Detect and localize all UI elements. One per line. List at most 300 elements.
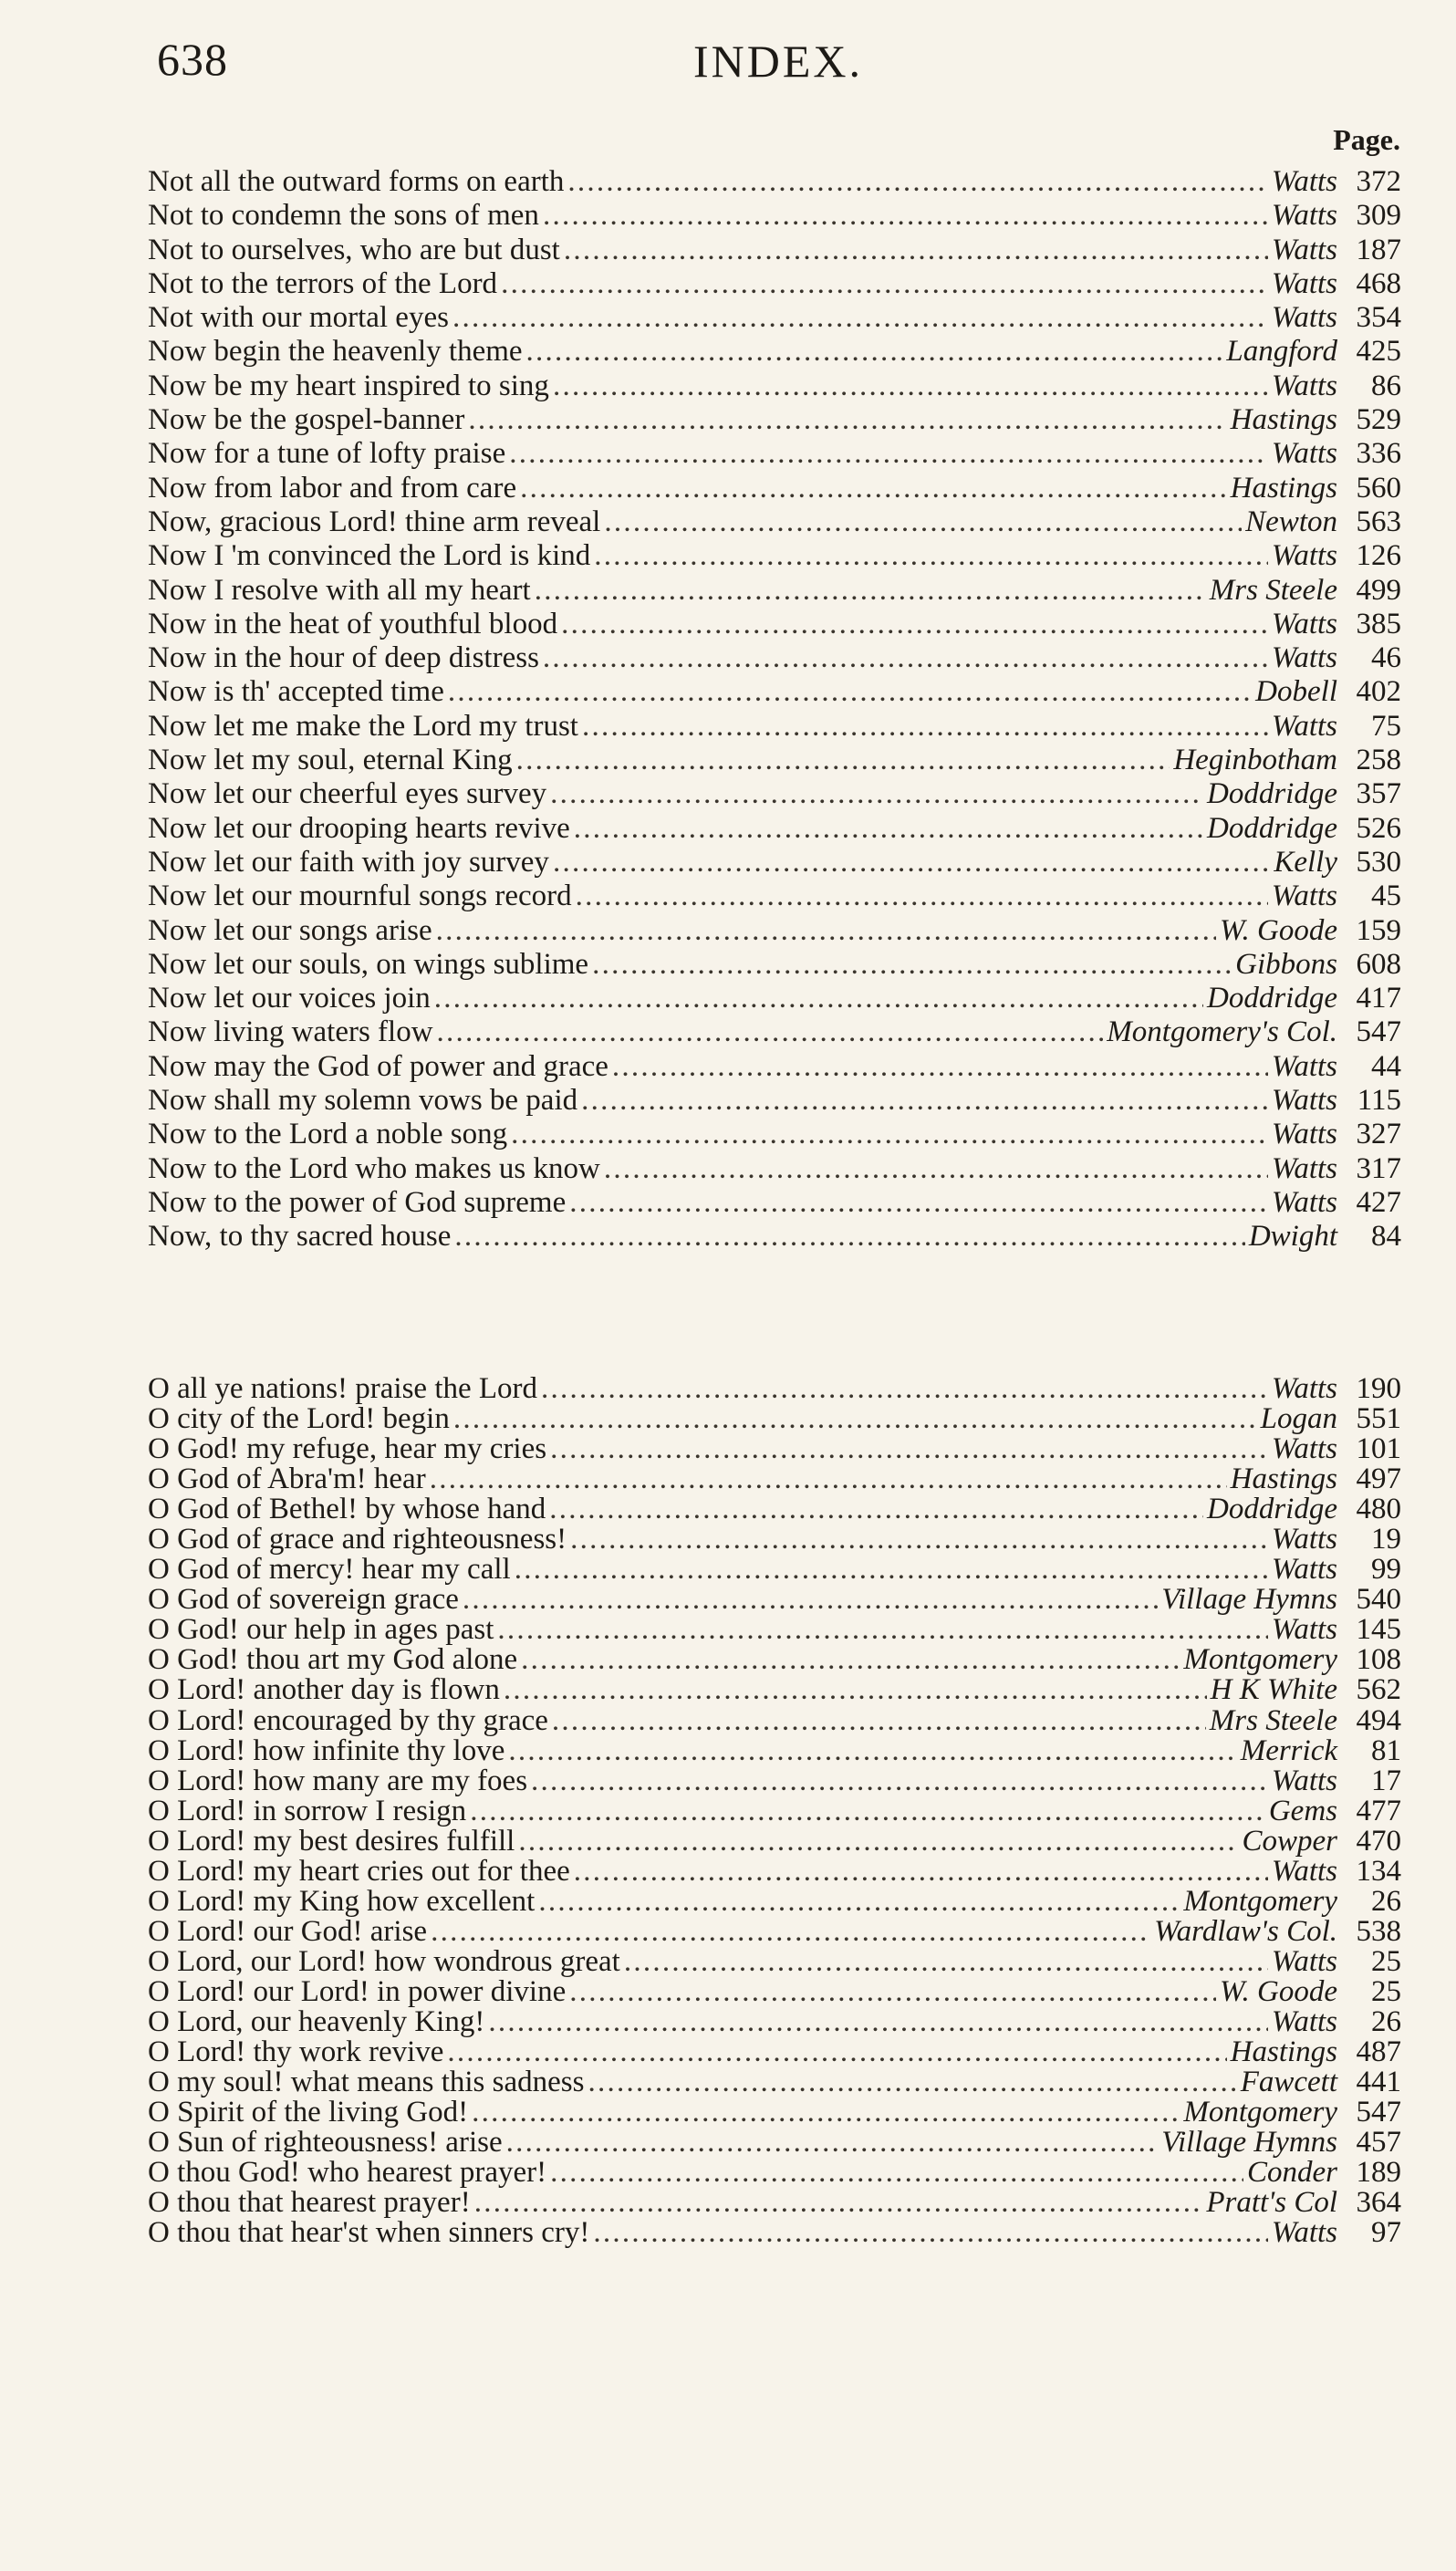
dot-leader	[553, 846, 1270, 880]
hymn-page-number: 17	[1371, 1764, 1401, 1797]
hymn-first-line: Now to the Lord a noble song	[148, 1118, 508, 1151]
index-entry	[148, 1675, 1401, 1705]
hymn-first-line: Now let my soul, eternal King	[148, 744, 513, 777]
dot-leader	[612, 1050, 1268, 1084]
hymn-first-line: Not to ourselves, who are but dust	[148, 233, 560, 266]
dot-leader	[538, 1887, 1180, 1917]
dot-leader	[452, 301, 1268, 335]
hymn-first-line: O Lord! another day is flown	[148, 1673, 500, 1707]
dot-leader	[454, 1220, 1244, 1254]
hymn-first-line: Not to condemn the sons of men	[148, 199, 539, 233]
hymn-page-number: 547	[1356, 2096, 1401, 2129]
dot-leader	[564, 234, 1268, 267]
index-entry	[148, 1404, 1401, 1434]
hymn-author: Doddridge	[1207, 1493, 1337, 1526]
hymn-author: Watts	[1271, 539, 1337, 573]
hymn-page-number: 317	[1356, 1151, 1401, 1185]
index-entry	[148, 505, 1401, 539]
index-entry	[148, 1944, 1401, 1978]
dot-leader	[594, 539, 1268, 573]
dot-leader	[453, 1404, 1257, 1434]
hymn-first-line: Now in the heat of youthful blood	[148, 607, 558, 640]
hymn-first-line: O God of mercy! hear my call	[148, 1553, 511, 1587]
hymn-first-line: Now shall my solemn vows be paid	[148, 1084, 578, 1118]
hymn-author: Mrs Steele	[1209, 1703, 1337, 1737]
dot-leader	[437, 1015, 1104, 1049]
dot-leader	[576, 880, 1268, 913]
dot-leader	[508, 1736, 1236, 1766]
hymn-first-line: Now to the power of God supreme	[148, 1185, 567, 1219]
dot-leader	[430, 1464, 1227, 1494]
hymn-first-line: O God of sovereign grace	[148, 1583, 459, 1617]
index-entry	[148, 1084, 1401, 1118]
hymn-page-number: 530	[1356, 845, 1401, 879]
dot-leader	[509, 437, 1268, 471]
index-entry	[148, 199, 1401, 233]
hymn-page-number: 26	[1371, 1884, 1401, 1918]
hymn-page-number: 402	[1356, 675, 1401, 709]
hymn-author: Cowper	[1242, 1824, 1337, 1858]
index-entry	[148, 2188, 1401, 2218]
hymn-author: Fawcett	[1240, 2066, 1337, 2099]
hymn-page-number: 385	[1356, 607, 1401, 640]
hymn-author: Watts	[1271, 1372, 1337, 1405]
hymn-first-line: O Lord! how infinite thy love	[148, 1733, 505, 1767]
hymn-first-line: Now in the hour of deep distress	[148, 641, 539, 675]
index-entry	[148, 1615, 1401, 1645]
index-entry	[148, 403, 1401, 437]
hymn-page-number: 547	[1356, 1015, 1401, 1049]
dot-leader	[553, 370, 1268, 403]
index-entry	[148, 437, 1401, 471]
hymn-first-line: Now let our voices join	[148, 982, 431, 1015]
hymn-page-number: 417	[1356, 982, 1401, 1015]
hymn-author: Watts	[1271, 165, 1337, 198]
hymn-first-line: Not all the outward forms on earth	[148, 165, 565, 198]
hymn-first-line: O Lord, our heavenly King!	[148, 2004, 485, 2038]
hymn-first-line: O God of Abra'm! hear	[148, 1462, 426, 1496]
dot-leader	[501, 267, 1268, 301]
hymn-page-number: 309	[1356, 199, 1401, 233]
dot-leader	[582, 710, 1268, 744]
index-entry	[148, 539, 1401, 573]
hymn-page-number: 480	[1356, 1493, 1401, 1526]
index-entry	[148, 2004, 1401, 2038]
hymn-author: Logan	[1260, 1402, 1337, 1436]
dot-leader	[436, 914, 1216, 948]
index-entry	[148, 1974, 1401, 2008]
hymn-first-line: Now I 'm convinced the Lord is kind	[148, 539, 591, 573]
dot-leader	[521, 1645, 1180, 1675]
hymn-page-number: 190	[1356, 1372, 1401, 1405]
hymn-author: Langford	[1226, 335, 1337, 369]
index-entry	[148, 2158, 1401, 2188]
index-entry	[148, 675, 1401, 709]
dot-leader	[570, 1525, 1268, 1555]
index-entry	[148, 335, 1401, 369]
index-entry	[148, 1015, 1401, 1049]
dot-leader	[497, 1615, 1267, 1645]
dot-leader	[434, 982, 1203, 1015]
dot-leader	[531, 1766, 1268, 1796]
hymn-author: Watts	[1271, 1764, 1337, 1797]
index-entry	[148, 1555, 1401, 1585]
hymn-author: Watts	[1271, 199, 1337, 233]
dot-leader	[488, 2007, 1268, 2037]
dot-leader	[468, 403, 1226, 437]
hymn-first-line: O Lord! thy work revive	[148, 2035, 444, 2069]
index-entry	[148, 1645, 1401, 1675]
hymn-first-line: Now is th' accepted time	[148, 675, 444, 709]
index-entry	[148, 2067, 1401, 2097]
hymn-author: Watts	[1271, 266, 1337, 300]
hymn-first-line: O God! our help in ages past	[148, 1613, 494, 1647]
hymn-author: Montgomery	[1183, 2096, 1337, 2129]
hymn-first-line: O city of the Lord! begin	[148, 1402, 450, 1436]
index-entry	[148, 2128, 1401, 2158]
index-entry	[148, 846, 1401, 880]
hymn-page-number: 26	[1371, 2004, 1401, 2038]
index-entry	[148, 1374, 1401, 1404]
hymn-author: Dwight	[1248, 1220, 1337, 1254]
index-entry	[148, 2097, 1401, 2128]
hymn-author: Watts	[1271, 1944, 1337, 1978]
hymn-page-number: 425	[1356, 335, 1401, 369]
hymn-author: Watts	[1271, 1854, 1337, 1888]
hymn-first-line: O all ye nations! praise the Lord	[148, 1372, 538, 1405]
page-number: 638	[157, 34, 228, 85]
hymn-author: Watts	[1271, 233, 1337, 266]
dot-leader	[474, 2188, 1203, 2218]
hymn-author: Doddridge	[1207, 982, 1337, 1015]
index-entry	[148, 948, 1401, 982]
hymn-first-line: O God! thou art my God alone	[148, 1643, 518, 1677]
hymn-first-line: Now let our drooping hearts revive	[148, 811, 570, 845]
hymn-first-line: O Lord! our Lord! in power divine	[148, 1974, 567, 2008]
hymn-page-number: 470	[1356, 1824, 1401, 1858]
hymn-author: Newton	[1245, 505, 1337, 538]
dot-leader	[515, 1555, 1268, 1585]
hymn-author: Dobell	[1255, 675, 1337, 709]
hymn-page-number: 526	[1356, 811, 1401, 845]
hymn-page-number: 560	[1356, 471, 1401, 505]
hymn-author: H K White	[1210, 1673, 1337, 1707]
hymn-first-line: O Lord, our Lord! how wondrous great	[148, 1944, 620, 1978]
dot-leader	[511, 1118, 1268, 1151]
hymn-author: Watts	[1271, 2004, 1337, 2038]
dot-leader	[470, 1796, 1265, 1827]
index-entry	[148, 1050, 1401, 1084]
dot-leader	[569, 1977, 1216, 2007]
hymn-author: Kelly	[1274, 845, 1337, 879]
hymn-first-line: O Lord! my King how excellent	[148, 1884, 536, 1918]
hymn-author: W. Goode	[1220, 913, 1337, 947]
hymn-first-line: Now let our mournful songs record	[148, 880, 572, 913]
hymn-page-number: 477	[1356, 1794, 1401, 1827]
hymn-page-number: 468	[1356, 266, 1401, 300]
hymn-page-number: 45	[1371, 880, 1401, 913]
hymn-first-line: O God of grace and righteousness!	[148, 1523, 567, 1556]
hymn-first-line: Now let me make the Lord my trust	[148, 709, 578, 743]
hymn-author: Watts	[1271, 1553, 1337, 1587]
hymn-page-number: 134	[1356, 1854, 1401, 1888]
hymn-author: Village Hymns	[1161, 2126, 1337, 2160]
hymn-page-number: 145	[1356, 1613, 1401, 1647]
hymn-page-number: 497	[1356, 1462, 1401, 1496]
hymn-author: Heginbotham	[1173, 744, 1337, 777]
hymn-page-number: 25	[1371, 1974, 1401, 2008]
hymn-first-line: Now let our songs arise	[148, 913, 432, 947]
hymn-page-number: 608	[1356, 947, 1401, 981]
hymn-page-number: 457	[1356, 2126, 1401, 2160]
hymn-author: Doddridge	[1207, 777, 1337, 811]
dot-leader	[504, 1675, 1207, 1705]
hymn-first-line: Now, to thy sacred house	[148, 1220, 452, 1254]
hymn-author: Montgomery's Col.	[1107, 1015, 1337, 1049]
hymn-page-number: 354	[1356, 301, 1401, 335]
hymn-page-number: 81	[1371, 1733, 1401, 1767]
hymn-page-number: 108	[1356, 1643, 1401, 1677]
index-entry	[148, 608, 1401, 641]
hymn-author: Watts	[1271, 607, 1337, 640]
hymn-author: Watts	[1271, 369, 1337, 402]
hymn-page-number: 499	[1356, 573, 1401, 607]
dot-leader	[588, 2067, 1236, 2097]
dot-leader	[543, 199, 1268, 233]
index-entry	[148, 574, 1401, 608]
hymn-page-number: 75	[1371, 709, 1401, 743]
hymn-page-number: 25	[1371, 1944, 1401, 1978]
hymn-first-line: Now let our souls, on wings sublime	[148, 947, 589, 981]
hymn-author: Hastings	[1230, 2035, 1337, 2069]
hymn-page-number: 84	[1371, 1220, 1401, 1254]
hymn-author: Watts	[1271, 709, 1337, 743]
dot-leader	[567, 165, 1267, 199]
dot-leader	[463, 1585, 1158, 1615]
hymn-page-number: 19	[1371, 1523, 1401, 1556]
dot-leader	[569, 1186, 1268, 1220]
dot-leader	[543, 641, 1268, 675]
hymn-page-number: 538	[1356, 1914, 1401, 1948]
index-entry	[148, 1220, 1401, 1254]
index-entry	[148, 1824, 1401, 1858]
hymn-first-line: O Lord! encouraged by thy grace	[148, 1703, 548, 1737]
hymn-first-line: Now begin the heavenly theme	[148, 335, 523, 369]
dot-leader	[604, 505, 1242, 539]
hymn-author: Watts	[1271, 1613, 1337, 1647]
index-entry	[148, 744, 1401, 777]
hymn-first-line: O Lord! our God! arise	[148, 1914, 428, 1948]
hymn-first-line: Now I resolve with all my heart	[148, 573, 531, 607]
hymn-first-line: O Spirit of the living God!	[148, 2096, 469, 2129]
dot-leader	[541, 1374, 1268, 1404]
hymn-first-line: O thou God! who hearest prayer!	[148, 2156, 547, 2190]
hymn-page-number: 101	[1356, 1432, 1401, 1466]
index-entry	[148, 1464, 1401, 1494]
dot-leader	[535, 574, 1206, 608]
index-entry	[148, 472, 1401, 505]
hymn-page-number: 99	[1371, 1553, 1401, 1587]
hymn-first-line: O God of Bethel! by whose hand	[148, 1493, 546, 1526]
hymn-first-line: O thou that hearest prayer!	[148, 2186, 471, 2220]
index-entry	[148, 914, 1401, 948]
hymn-author: Pratt's Col	[1206, 2186, 1337, 2220]
index-entry	[148, 1854, 1401, 1888]
index-entry	[148, 1525, 1401, 1555]
index-entry	[148, 267, 1401, 301]
hymn-author: Hastings	[1230, 1462, 1337, 1496]
hymn-author: Watts	[1271, 1151, 1337, 1185]
index-entry	[148, 1796, 1401, 1827]
dot-leader	[520, 472, 1227, 505]
dot-leader	[447, 2037, 1226, 2067]
hymn-author: Watts	[1271, 641, 1337, 675]
index-entry	[148, 1585, 1401, 1615]
hymn-author: W. Goode	[1220, 1974, 1337, 2008]
index-entry	[148, 2218, 1401, 2248]
index-block-o	[148, 1374, 1401, 2248]
dot-leader	[550, 777, 1203, 811]
index-entry	[148, 165, 1401, 199]
index-entry	[148, 812, 1401, 846]
hymn-first-line: Now for a tune of lofty praise	[148, 437, 506, 471]
hymn-page-number: 372	[1356, 165, 1401, 198]
hymn-author: Merrick	[1240, 1733, 1337, 1767]
hymn-page-number: 427	[1356, 1185, 1401, 1219]
hymn-page-number: 540	[1356, 1583, 1401, 1617]
hymn-author: Watts	[1271, 1432, 1337, 1466]
hymn-first-line: Now from labor and from care	[148, 471, 517, 505]
index-entry	[148, 1434, 1401, 1464]
hymn-first-line: Now be the gospel-banner	[148, 403, 465, 437]
index-entry	[148, 370, 1401, 403]
index-entry	[148, 1766, 1401, 1796]
dot-leader	[506, 2128, 1159, 2158]
hymn-author: Watts	[1271, 1049, 1337, 1083]
hymn-first-line: Now, gracious Lord! thine arm reveal	[148, 505, 601, 538]
hymn-author: Gems	[1268, 1794, 1337, 1827]
hymn-page-number: 44	[1371, 1049, 1401, 1083]
hymn-author: Hastings	[1230, 471, 1337, 505]
index-entry	[148, 1494, 1401, 1525]
dot-leader	[526, 335, 1223, 369]
hymn-page-number: 551	[1356, 1402, 1401, 1436]
dot-leader	[581, 1084, 1268, 1118]
dot-leader	[518, 1827, 1238, 1857]
hymn-author: Montgomery	[1183, 1643, 1337, 1677]
hymn-page-number: 562	[1356, 1673, 1401, 1707]
hymn-author: Conder	[1247, 2156, 1337, 2190]
index-entry	[148, 982, 1401, 1015]
hymn-author: Watts	[1271, 1523, 1337, 1556]
dot-leader	[550, 2158, 1243, 2188]
hymn-page-number: 159	[1356, 913, 1401, 947]
hymn-page-number: 441	[1356, 2066, 1401, 2099]
index-entry	[148, 641, 1401, 675]
hymn-first-line: Now to the Lord who makes us know	[148, 1151, 600, 1185]
hymn-first-line: O Lord! how many are my foes	[148, 1764, 528, 1797]
dot-leader	[593, 2218, 1268, 2248]
dot-leader	[604, 1152, 1268, 1186]
hymn-author: Gibbons	[1235, 947, 1337, 981]
dot-leader	[574, 1857, 1268, 1887]
dot-leader	[516, 744, 1170, 777]
hymn-page-number: 115	[1357, 1084, 1401, 1118]
index-entry	[148, 1884, 1401, 1918]
dot-leader	[431, 1917, 1150, 1947]
index-entry	[148, 1733, 1401, 1767]
hymn-author: Hastings	[1230, 403, 1337, 437]
hymn-first-line: Now let our cheerful eyes survey	[148, 777, 547, 811]
hymn-author: Village Hymns	[1161, 1583, 1337, 1617]
index-entry	[148, 777, 1401, 811]
hymn-first-line: Now let our faith with joy survey	[148, 845, 549, 879]
index-block-n	[148, 165, 1401, 1254]
dot-leader	[561, 608, 1268, 641]
hymn-first-line: O God! my refuge, hear my cries	[148, 1432, 547, 1466]
index-entry	[148, 880, 1401, 913]
hymn-page-number: 494	[1356, 1703, 1401, 1737]
hymn-first-line: Not to the terrors of the Lord	[148, 266, 498, 300]
hymn-first-line: Now living waters flow	[148, 1015, 433, 1049]
index-entry	[148, 710, 1401, 744]
hymn-first-line: Now be my heart inspired to sing	[148, 369, 549, 402]
hymn-page-number: 258	[1356, 744, 1401, 777]
hymn-page-number: 487	[1356, 2035, 1401, 2069]
dot-leader	[624, 1947, 1268, 1977]
hymn-first-line: O thou that hear'st when sinners cry!	[148, 2216, 590, 2250]
hymn-page-number: 336	[1356, 437, 1401, 471]
hymn-first-line: O Lord! in sorrow I resign	[148, 1794, 467, 1827]
hymn-author: Watts	[1271, 437, 1337, 471]
index-entry	[148, 234, 1401, 267]
hymn-author: Watts	[1271, 1185, 1337, 1219]
index-entry	[148, 1152, 1401, 1186]
dot-leader	[574, 812, 1203, 846]
hymn-author: Watts	[1271, 2216, 1337, 2250]
dot-leader	[549, 1494, 1203, 1525]
hymn-author: Montgomery	[1183, 1884, 1337, 1918]
dot-leader	[472, 2097, 1180, 2128]
hymn-first-line: O Sun of righteousness! arise	[148, 2126, 503, 2160]
hymn-author: Wardlaw's Col.	[1154, 1914, 1337, 1948]
hymn-page-number: 46	[1371, 641, 1401, 675]
dot-leader	[592, 948, 1232, 982]
hymn-author: Mrs Steele	[1209, 573, 1337, 607]
dot-leader	[448, 675, 1252, 709]
hymn-author: Watts	[1271, 1118, 1337, 1151]
hymn-first-line: O my soul! what means this sadness	[148, 2066, 585, 2099]
index-entry	[148, 1118, 1401, 1151]
index-entry	[148, 1703, 1401, 1737]
running-head: INDEX.	[693, 36, 864, 87]
hymn-page-number: 86	[1371, 369, 1401, 402]
index-entry	[148, 1186, 1401, 1220]
dot-leader	[552, 1706, 1206, 1736]
index-entry	[148, 301, 1401, 335]
hymn-page-number: 126	[1356, 539, 1401, 573]
index-entry	[148, 2037, 1401, 2067]
hymn-author: Watts	[1271, 1084, 1337, 1118]
dot-leader	[550, 1434, 1268, 1464]
hymn-page-number: 364	[1356, 2186, 1401, 2220]
hymn-page-number: 327	[1356, 1118, 1401, 1151]
hymn-page-number: 189	[1356, 2156, 1401, 2190]
index-entry	[148, 1914, 1401, 1948]
hymn-author: Watts	[1271, 880, 1337, 913]
hymn-first-line: Not with our mortal eyes	[148, 301, 449, 335]
hymn-page-number: 563	[1356, 505, 1401, 538]
